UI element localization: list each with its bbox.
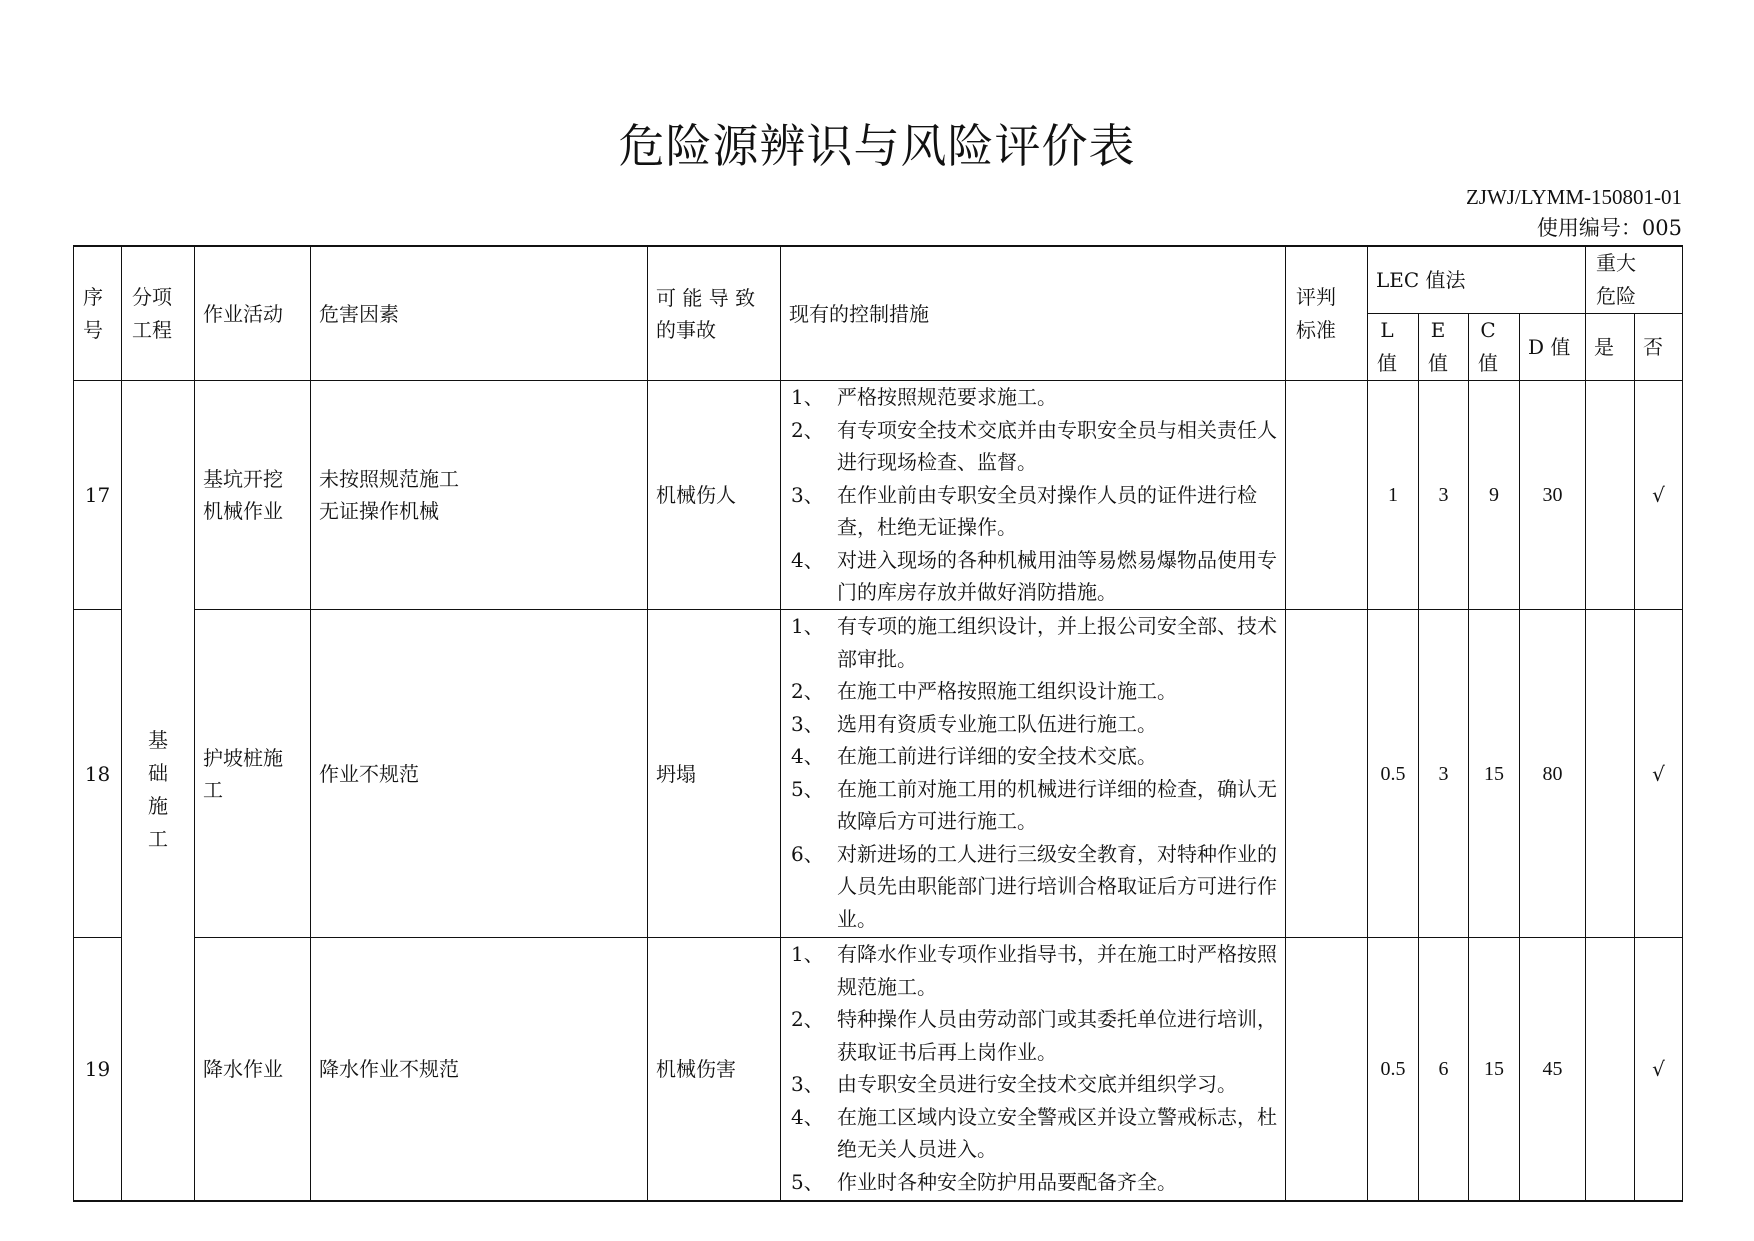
row-major-yes	[1586, 610, 1635, 938]
row-seq: 18	[74, 610, 122, 938]
row-major-no: √	[1635, 938, 1683, 1201]
row-accident: 坍塌	[648, 610, 781, 938]
table-row	[74, 381, 1683, 610]
row-major-yes	[1586, 938, 1635, 1201]
header-accident: 可 能 导 致的事故	[648, 246, 781, 381]
row-major-no: √	[1635, 381, 1683, 610]
control-item: 5、 作业时各种安全防护用品要配备齐全。	[791, 1169, 1177, 1194]
row-criteria	[1286, 381, 1368, 610]
row-activity: 基坑开挖机械作业	[195, 381, 311, 610]
row-d-value: 30	[1520, 381, 1586, 610]
row-c-value: 9	[1469, 381, 1520, 610]
header-activity: 作业活动	[195, 246, 311, 381]
row-hazards	[311, 381, 648, 610]
control-item: 4、 在施工区域内设立安全警戒区并设立警戒标志，杜绝无关人员进入。	[791, 1104, 1277, 1161]
risk-assessment-table	[73, 245, 1683, 1202]
header-hazard: 危害因素	[311, 246, 648, 381]
header-d: D 值	[1520, 314, 1586, 381]
control-item: 2、 有专项安全技术交底并由专职安全员与相关责任人进行现场检查、监督。	[791, 417, 1277, 474]
page-title: 危险源辨识与风险评价表	[618, 119, 1136, 173]
control-item: 1、 有专项的施工组织设计，并上报公司安全部、技术部审批。	[791, 614, 1277, 671]
row-c-value: 15	[1469, 610, 1520, 938]
header-seq: 序号	[74, 246, 122, 381]
control-item: 1、 有降水作业专项作业指导书，并在施工时严格按照规范施工。	[791, 942, 1277, 999]
control-item: 3、 在作业前由专职安全员对操作人员的证件进行检查，杜绝无证操作。	[791, 482, 1257, 539]
row-accident: 机械伤害	[648, 938, 781, 1201]
row-activity: 护坡桩施工	[195, 610, 311, 938]
row-c-value: 15	[1469, 938, 1520, 1201]
row-major-no: √	[1635, 610, 1683, 938]
hazard-item: 作业不规范	[319, 761, 419, 786]
row-major-yes	[1586, 381, 1635, 610]
row-hazards	[311, 938, 648, 1201]
header-major-hazard: 重大危险	[1586, 246, 1683, 314]
row-seq: 17	[74, 381, 122, 610]
header-l: L 值	[1368, 314, 1419, 381]
row-d-value: 80	[1520, 610, 1586, 938]
row-seq: 19	[74, 938, 122, 1201]
header-no: 否	[1635, 314, 1683, 381]
header-controls: 现有的控制措施	[781, 246, 1286, 381]
control-item: 5、 在施工前对施工用的机械进行详细的检查，确认无故障后方可进行施工。	[791, 776, 1277, 833]
row-controls	[781, 610, 1286, 938]
row-hazards	[311, 610, 648, 938]
row-criteria	[1286, 938, 1368, 1201]
row-e-value: 3	[1419, 381, 1469, 610]
hazard-item: 降水作业不规范	[319, 1056, 459, 1081]
header-yes: 是	[1586, 314, 1635, 381]
header-c: C 值	[1469, 314, 1520, 381]
control-item: 6、 对新进场的工人进行三级安全教育，对特种作业的人员先由职能部门进行培训合格取证后方可进行作业。	[791, 841, 1277, 931]
row-l-value: 0.5	[1368, 610, 1419, 938]
header-project: 分项工程	[122, 246, 195, 381]
row-d-value: 45	[1520, 938, 1586, 1201]
control-item: 4、 对进入现场的各种机械用油等易燃易爆物品使用专门的库房存放并做好消防措施。	[791, 547, 1277, 604]
hazard-item: 未按照规范施工	[319, 467, 459, 491]
control-item: 4、 在施工前进行详细的安全技术交底。	[791, 744, 1157, 768]
usage-number: 使用编号：005	[1536, 216, 1682, 240]
row-l-value: 1	[1368, 381, 1419, 610]
control-item: 2、 在施工中严格按照施工组织设计施工。	[791, 679, 1177, 703]
row-controls	[781, 381, 1286, 610]
row-accident: 机械伤人	[648, 381, 781, 610]
row-e-value: 3	[1419, 610, 1469, 938]
header-e: E 值	[1419, 314, 1469, 381]
table-row	[74, 610, 1683, 938]
control-item: 2、 特种操作人员由劳动部门或其委托单位进行培训，获取证书后再上岗作业。	[791, 1007, 1277, 1064]
control-item: 1、 严格按照规范要求施工。	[791, 385, 1057, 409]
header-criteria: 评判标准	[1286, 246, 1368, 381]
row-l-value: 0.5	[1368, 938, 1419, 1201]
control-item: 3、 由专职安全员进行安全技术交底并组织学习。	[791, 1072, 1237, 1096]
hazard-item: 无证操作机械	[319, 499, 439, 523]
row-activity: 降水作业	[195, 938, 311, 1201]
row-controls	[781, 938, 1286, 1201]
project-cell: 基础施工	[122, 381, 195, 1201]
row-e-value: 6	[1419, 938, 1469, 1201]
document-number: ZJWJ/LYMM-150801-01	[1465, 185, 1682, 209]
table-row	[74, 938, 1683, 1201]
header-lec: LEC 值法	[1368, 246, 1586, 314]
control-item: 3、 选用有资质专业施工队伍进行施工。	[791, 711, 1157, 736]
row-criteria	[1286, 610, 1368, 938]
